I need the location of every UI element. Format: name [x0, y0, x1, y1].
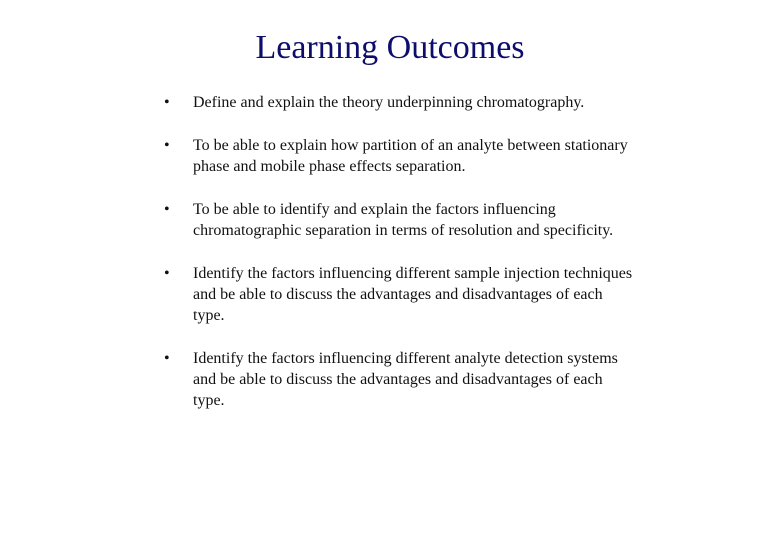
list-item-text: Identify the factors influencing different analyte detection systems and be able to discuss the advantages and disadvantages of each type. [193, 350, 618, 409]
list-item-text: To be able to explain how partition of an analyte between stationary phase and mobile phase effects separation. [193, 137, 628, 175]
list-item [164, 263, 634, 326]
list-item [164, 135, 634, 177]
list-item-text: To be able to identify and explain the factors influencing chromatographic separation in terms of resolution and specificity. [193, 201, 614, 239]
list-item [164, 199, 634, 241]
list-item [164, 348, 634, 411]
bullet-icon: • [164, 350, 170, 367]
list-item-text: Define and explain the theory underpinning chromatography. [193, 94, 585, 111]
bullet-icon: • [164, 201, 170, 218]
bullet-icon: • [164, 94, 170, 111]
learning-outcomes-list [164, 92, 634, 411]
bullet-icon: • [164, 265, 170, 282]
list-item [164, 92, 634, 113]
list-item-text: Identify the factors influencing different sample injection techniques and be able to discuss the advantages and disadvantages of each type. [193, 265, 633, 324]
bullet-icon: • [164, 137, 170, 154]
slide-title: Learning Outcomes [255, 29, 525, 66]
